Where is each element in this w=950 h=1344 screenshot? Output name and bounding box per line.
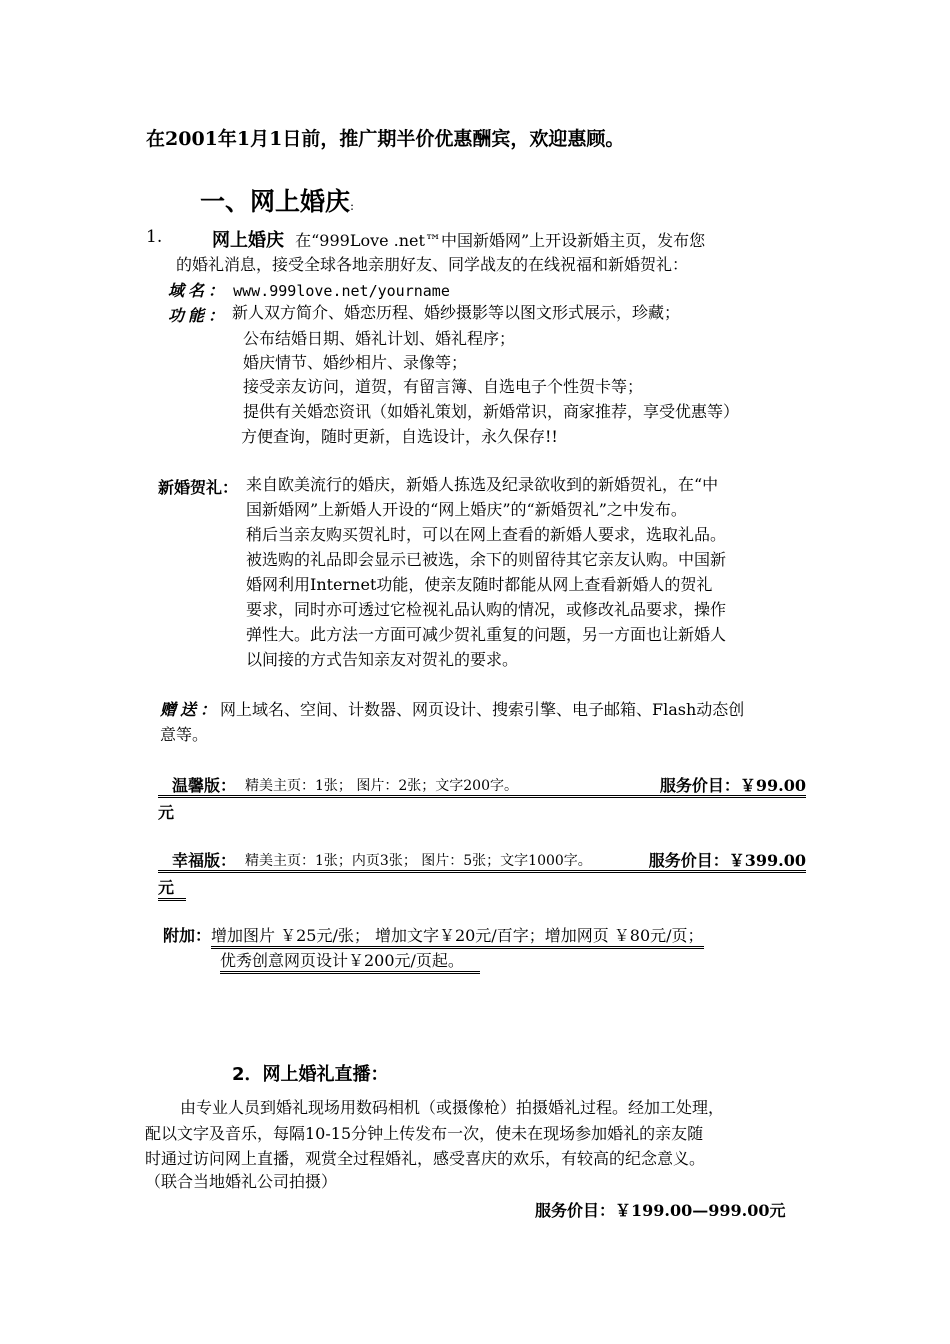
item1-title: 网上婚庆 (212, 230, 284, 251)
gifts-line-0: 来自欧美流行的婚庆，新婚人拣选及纪录欲收到的新婚贺礼，在“中 (246, 475, 719, 494)
item1-line2: 的婚礼消息，接受全球各地亲朋好友、同学战友的在线祝福和新婚贺礼： (176, 255, 689, 274)
features-label: 功能： (168, 306, 229, 325)
domain-value: www.999love.net/yourname (233, 282, 450, 300)
item2-price: 服务价目：￥199.00—999.00元 (535, 1201, 786, 1220)
promo-text: 在2001年1月1日前，推广期半价优惠酬宾，欢迎惠顾。 (146, 128, 625, 150)
item2-line-0: 由专业人员到婚礼现场用数码相机（或摄像枪）拍摄婚礼过程。经加工处理， (180, 1098, 725, 1117)
plan-happy-unit: 元 (158, 875, 186, 901)
gifts-label: 新婚贺礼： (158, 478, 239, 497)
addon-label: 附加： (163, 926, 212, 945)
features-line-3: 接受亲友访问，道贺，有留言簿、自选电子个性贺卡等； (243, 377, 644, 396)
item1-number: 1. (146, 227, 163, 247)
plan-warm-price: 服务价目：￥99.00 (659, 776, 806, 795)
plan-warm-unit: 元 (158, 803, 175, 822)
addon-line2: 优秀创意网页设计￥200元/页起。 (220, 951, 480, 974)
features-line-1: 公布结婚日期、婚礼计划、婚礼程序； (243, 329, 516, 348)
gifts-line-5: 要求，同时亦可透过它检视礼品认购的情况，或修改礼品要求，操作 (246, 600, 727, 619)
item2-line-2: 时通过访问网上直播，观赏全过程婚礼，感受喜庆的欢乐，有较高的纪念意义。 (145, 1149, 706, 1168)
item2-line-3: （联合当地婚礼公司拍摄） (145, 1172, 338, 1191)
plan-happy-detail: 精美主页：1张；内页3张； 图片：5张；文字1000字。 (245, 853, 592, 869)
plan-happy-row (158, 848, 806, 873)
section-heading (200, 182, 354, 218)
gifts-line-1: 国新婚网”上新婚人开设的“网上婚庆”的“新婚贺礼”之中发布。 (246, 500, 687, 519)
bonus-line1: 网上域名、空间、计数器、网页设计、搜索引擎、电子邮箱、Flash动态创 (220, 700, 745, 719)
domain-row (168, 278, 450, 301)
section-colon: : (350, 199, 355, 213)
features-line-4: 提供有关婚恋资讯（如婚礼策划，新婚常识，商家推荐，享受优惠等） (243, 402, 740, 421)
plan-happy-price: 服务价目：￥399.00 (648, 851, 806, 870)
bonus-line2: 意等。 (160, 725, 209, 744)
addon-line2-wrap (220, 948, 480, 971)
features-line-5: 方便查询，随时更新，自选设计，永久保存!! (241, 427, 558, 446)
plan-warm-row (158, 773, 806, 798)
item2-line-1: 配以文字及音乐，每隔10-15分钟上传发布一次，使未在现场参加婚礼的亲友随 (145, 1124, 704, 1143)
plan-warm-name: 温馨版： (172, 776, 237, 795)
item2-title: 2．网上婚礼直播： (232, 1064, 389, 1085)
gifts-line-2: 稍后当亲友购买贺礼时，可以在网上查看的新婚人要求，选取礼品。 (246, 525, 727, 544)
domain-label: 域名： (168, 281, 229, 300)
addon-row (163, 923, 704, 946)
gifts-line-7: 以间接的方式告知亲友对贺礼的要求。 (246, 650, 519, 669)
addon-line1: 增加图片 ￥25元/张； 增加文字￥20元/百字；增加网页 ￥80元/页； (211, 926, 704, 949)
bonus-row (160, 697, 744, 720)
section-title: 一、网上婚庆 (200, 187, 351, 216)
plan-happy-name: 幸福版： (172, 851, 237, 870)
item1-line1 (212, 226, 705, 252)
gifts-line-6: 弹性大。此方法一方面可减少贺礼重复的问题，另一方面也让新婚人 (246, 625, 727, 644)
item1-line1-text: 在“999Love .net™中国新婚网”上开设新婚主页，发布您 (295, 231, 706, 250)
bonus-label: 赠送： (160, 700, 221, 719)
plan-warm-detail: 精美主页：1张； 图片：2张；文字200字。 (245, 778, 518, 794)
features-line-2: 婚庆情节、婚纱相片、录像等； (243, 353, 468, 372)
gifts-line-4: 婚网利用Internet功能，使亲友随时都能从网上查看新婚人的贺礼 (246, 575, 713, 594)
features-line-0: 新人双方简介、婚恋历程、婚纱摄影等以图文形式展示，珍藏； (232, 303, 681, 322)
gifts-line-3: 被选购的礼品即会显示已被选，余下的则留待其它亲友认购。中国新 (246, 550, 727, 569)
